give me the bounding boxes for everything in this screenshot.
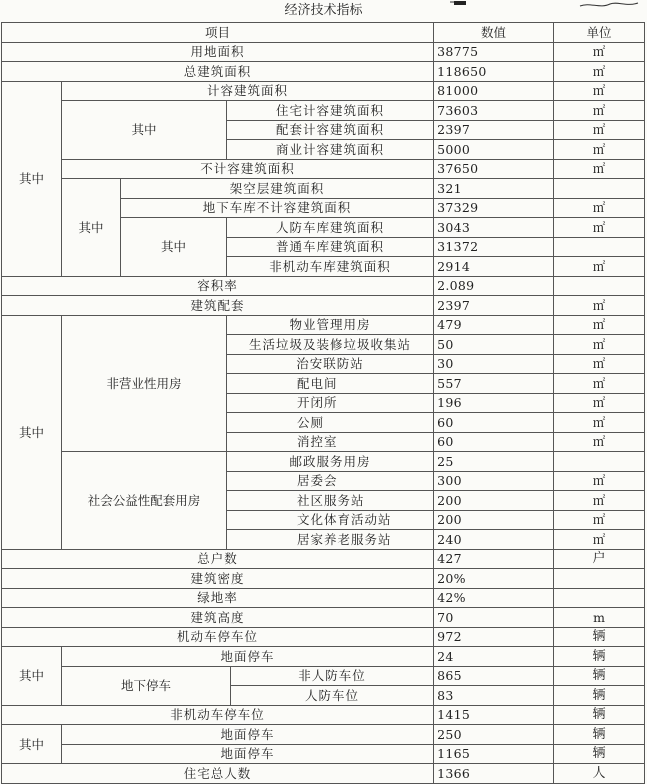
row-value: 479 [434, 315, 554, 335]
row-value: 2397 [434, 296, 554, 316]
row-unit: ㎡ [554, 81, 645, 101]
table-row [2, 608, 645, 628]
row-value: 73603 [434, 101, 554, 121]
row-value: 83 [434, 686, 554, 706]
row-unit: ㎡ [554, 335, 645, 355]
subgroup-label: 社会公益性配套用房 [62, 452, 227, 550]
row-unit: ㎡ [554, 198, 645, 218]
table-row [2, 744, 645, 764]
row-label: 普通车库建筑面积 [227, 237, 434, 257]
row-value: 81000 [434, 81, 554, 101]
row-value: 38775 [434, 42, 554, 62]
row-value: 2397 [434, 120, 554, 140]
row-value: 972 [434, 627, 554, 647]
row-value: 240 [434, 530, 554, 550]
row-unit: ㎡ [554, 413, 645, 433]
row-unit: ㎡ [554, 62, 645, 82]
row-label: 非人防车位 [231, 666, 434, 686]
row-unit: ㎡ [554, 42, 645, 62]
row-value: 2914 [434, 257, 554, 277]
row-value: 427 [434, 549, 554, 569]
row-value: 42% [434, 588, 554, 608]
row-value: 321 [434, 179, 554, 199]
row-unit: 辆 [554, 647, 645, 667]
row-label: 住宅计容建筑面积 [227, 101, 434, 121]
row-value: 60 [434, 413, 554, 433]
row-label: 文化体育活动站 [227, 510, 434, 530]
header-value: 数值 [434, 23, 554, 43]
row-label: 建筑配套 [2, 296, 434, 316]
row-label: 开闭所 [227, 393, 434, 413]
row-unit: ㎡ [554, 471, 645, 491]
row-label: 消控室 [227, 432, 434, 452]
row-unit: m [554, 608, 645, 628]
table-row [2, 549, 645, 569]
row-value: 3043 [434, 218, 554, 238]
row-unit-empty [554, 569, 645, 589]
table-row [2, 81, 645, 101]
row-label: 建筑密度 [2, 569, 434, 589]
row-label: 住宅总人数 [2, 764, 434, 784]
row-value: 25 [434, 452, 554, 472]
header-unit: 单位 [554, 23, 645, 43]
group-label: 其中 [2, 725, 62, 764]
row-value: 5000 [434, 140, 554, 160]
row-unit: ㎡ [554, 101, 645, 121]
row-value: 250 [434, 725, 554, 745]
row-value: 37650 [434, 159, 554, 179]
row-label: 治安联防站 [227, 354, 434, 374]
row-value: 60 [434, 432, 554, 452]
row-label: 居委会 [227, 471, 434, 491]
row-value: 1165 [434, 744, 554, 764]
row-label: 地面停车 [62, 725, 434, 745]
row-label: 非机动车库建筑面积 [227, 257, 434, 277]
row-unit-empty [554, 276, 645, 296]
table-row [2, 276, 645, 296]
row-value: 70 [434, 608, 554, 628]
table-row [2, 569, 645, 589]
row-unit: ㎡ [554, 120, 645, 140]
row-unit: ㎡ [554, 159, 645, 179]
row-unit-empty [554, 588, 645, 608]
row-label: 用地面积 [2, 42, 434, 62]
table-row [2, 452, 645, 472]
row-value: 50 [434, 335, 554, 355]
table-row [2, 725, 645, 745]
row-unit: 户 [554, 549, 645, 569]
row-label: 架空层建筑面积 [121, 179, 434, 199]
row-label: 地下车库不计容建筑面积 [121, 198, 434, 218]
row-value: 30 [434, 354, 554, 374]
header-item: 项目 [2, 23, 434, 43]
row-label: 商业计容建筑面积 [227, 140, 434, 160]
row-label: 绿地率 [2, 588, 434, 608]
row-value: 31372 [434, 237, 554, 257]
row-unit-empty [554, 179, 645, 199]
row-label: 机动车停车位 [2, 627, 434, 647]
row-value: 1415 [434, 705, 554, 725]
table-row [2, 179, 645, 199]
row-label: 计容建筑面积 [62, 81, 434, 101]
row-unit: ㎡ [554, 140, 645, 160]
row-label: 人防车位 [231, 686, 434, 706]
row-label: 非机动车停车位 [2, 705, 434, 725]
row-label: 配套计容建筑面积 [227, 120, 434, 140]
table-row [2, 62, 645, 82]
table-row [2, 588, 645, 608]
row-value: 196 [434, 393, 554, 413]
row-unit: ㎡ [554, 296, 645, 316]
row-value: 200 [434, 510, 554, 530]
row-label: 物业管理用房 [227, 315, 434, 335]
group-label: 其中 [2, 315, 62, 549]
row-unit: ㎡ [554, 432, 645, 452]
row-label: 邮政服务用房 [227, 452, 434, 472]
row-unit: ㎡ [554, 530, 645, 550]
row-label: 总户数 [2, 549, 434, 569]
subgroup-label: 其中 [121, 218, 227, 277]
subgroup-label: 地下停车 [62, 666, 231, 705]
row-unit: ㎡ [554, 510, 645, 530]
row-value: 865 [434, 666, 554, 686]
row-label: 地面停车 [62, 647, 434, 667]
table-row [2, 627, 645, 647]
row-value: 200 [434, 491, 554, 511]
row-label: 配电间 [227, 374, 434, 394]
row-value: 2.089 [434, 276, 554, 296]
table-row [2, 647, 645, 667]
row-label: 人防车库建筑面积 [227, 218, 434, 238]
table-row [2, 101, 645, 121]
subgroup-label: 非营业性用房 [62, 315, 227, 452]
group-label: 其中 [2, 647, 62, 706]
row-value: 20% [434, 569, 554, 589]
row-label: 总建筑面积 [2, 62, 434, 82]
subgroup-label: 其中 [62, 101, 227, 160]
row-value: 24 [434, 647, 554, 667]
table-row [2, 666, 645, 686]
row-unit: 辆 [554, 705, 645, 725]
row-value: 557 [434, 374, 554, 394]
indicator-table [1, 22, 645, 784]
row-unit: ㎡ [554, 218, 645, 238]
subgroup-label: 其中 [62, 179, 121, 277]
row-unit: ㎡ [554, 257, 645, 277]
row-value: 118650 [434, 62, 554, 82]
row-label: 容积率 [2, 276, 434, 296]
row-unit: 辆 [554, 725, 645, 745]
table-row [2, 315, 645, 335]
row-label: 生活垃圾及装修垃圾收集站 [227, 335, 434, 355]
row-unit: ㎡ [554, 354, 645, 374]
row-unit: ㎡ [554, 315, 645, 335]
row-unit: ㎡ [554, 393, 645, 413]
row-label: 不计容建筑面积 [62, 159, 434, 179]
row-unit: 辆 [554, 686, 645, 706]
row-unit: 辆 [554, 627, 645, 647]
row-label: 地面停车 [62, 744, 434, 764]
row-unit: 人 [554, 764, 645, 784]
row-value: 300 [434, 471, 554, 491]
row-unit: 辆 [554, 744, 645, 764]
sheet-title: 经济技术指标 [284, 3, 363, 18]
row-value: 37329 [434, 198, 554, 218]
row-unit: ㎡ [554, 491, 645, 511]
row-unit: 辆 [554, 666, 645, 686]
table-row [2, 159, 645, 179]
table-row [2, 42, 645, 62]
row-label: 社区服务站 [227, 491, 434, 511]
row-unit-empty [554, 237, 645, 257]
table-row [2, 764, 645, 784]
row-label: 建筑高度 [2, 608, 434, 628]
table-header-row [2, 23, 645, 43]
table-row [2, 705, 645, 725]
group-label: 其中 [2, 81, 62, 276]
row-unit: ㎡ [554, 374, 645, 394]
row-value: 1366 [434, 764, 554, 784]
row-unit-empty [554, 452, 645, 472]
table-row [2, 296, 645, 316]
row-label: 公厕 [227, 413, 434, 433]
row-label: 居家养老服务站 [227, 530, 434, 550]
